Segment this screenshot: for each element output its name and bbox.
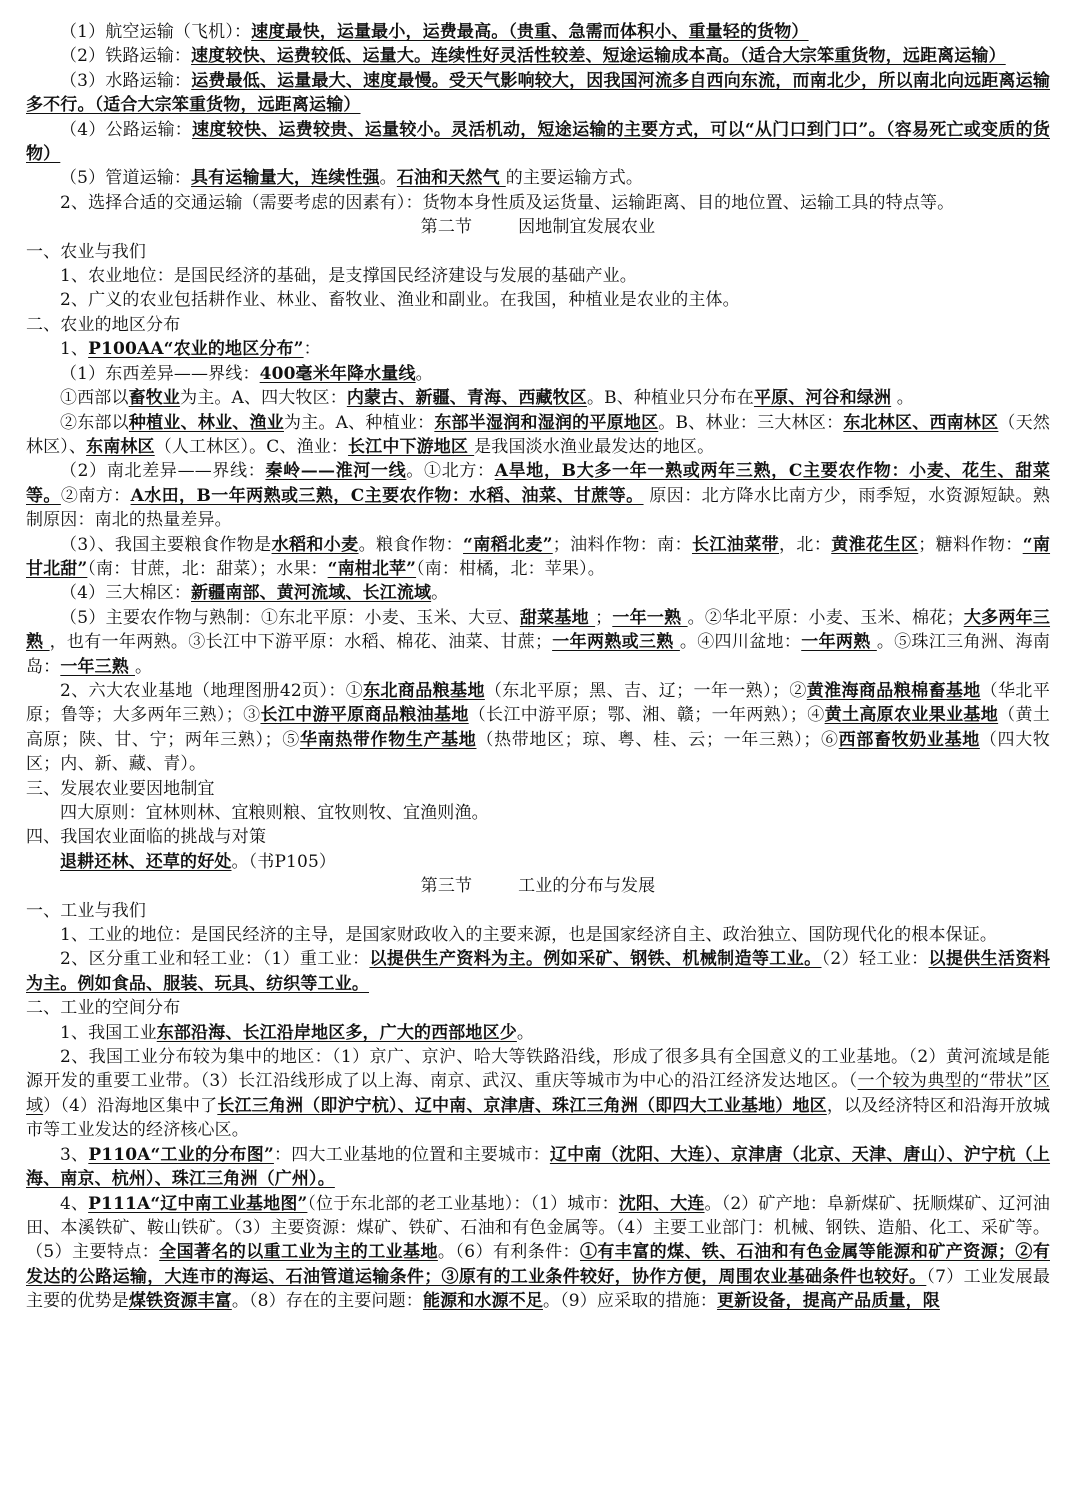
text-run: （5）主要农作物与熟制：①东北平原：小麦、玉米、大豆、: [60, 607, 520, 628]
outline-heading: [26, 996, 1050, 1020]
text-run: 是我国淡水渔业最发达的地区。: [474, 436, 715, 457]
key-point-text: 一年一熟: [612, 607, 688, 628]
paragraph: [26, 581, 1050, 605]
text-run: 。B、林业：三大林区：: [658, 412, 844, 433]
key-point-text: 内蒙古、新疆、青海、西藏牧区: [346, 388, 587, 409]
key-point-text: 速度较快、运费较贵、运量较小。灵活机动，短途运输的主要方式，可以“从门口到门口”。（容易死亡或变质的货物）: [26, 119, 1050, 165]
text-run: 原因：北方降水比南方少，雨季短，水资源短缺。熟制原因：南北的热量差异。: [26, 485, 1050, 531]
text-run: ②南方：: [60, 485, 131, 506]
text-run: 2、我国工业分布较为集中的地区：（1）京广、京沪、哈大等铁路沿线，形成了很多具有全国意义的工业基地。（2）黄河流域是能源开发的重要工业带。（3）长江沿线形成了以上海、南京、武汉、重庆等城市为中心的沿江经济发达地区。（: [26, 1047, 1050, 1092]
text-run: （2）轻工业：: [821, 949, 929, 970]
key-point-text: 黄土高原农业果业基地: [824, 705, 999, 726]
text-run: 为主。A、种植业：: [283, 412, 435, 433]
section-heading: [26, 215, 1050, 239]
paragraph: [26, 606, 1050, 679]
text-run: （5）管道运输：: [60, 168, 192, 189]
text-run: 。: [891, 388, 914, 409]
text-run: 4、: [60, 1193, 89, 1214]
text-run: （南：甘蔗，北：甜菜）；水果：: [87, 558, 328, 579]
text-run: 一、工业与我们: [26, 900, 147, 921]
text-run: （1）航空运输（飞机）：: [60, 22, 252, 42]
key-point-text: 东部半湿润和湿润的平原地区: [434, 412, 659, 433]
paragraph: [26, 1143, 1050, 1192]
text-run: 三、发展农业要因地制宜: [26, 778, 215, 799]
text-run: （7）工业发展最主要的优势是: [26, 1266, 1050, 1312]
key-point-text: ①有丰富的煤、铁、石油和有色金属等能源和矿产资源；②有发达的公路运输，大连市的海运、石油管道运输条件；③原有的工业条件较好，协作方便，周围农业基础条件也较好。: [26, 1242, 1050, 1287]
text-run: （4）公路运输：: [60, 119, 193, 140]
text-run: （南：柑橘，北：苹果）。: [416, 558, 605, 579]
section-title: 因地制宜发展农业: [518, 217, 656, 238]
text-run: 的主要运输方式。: [505, 168, 643, 189]
paragraph: [26, 679, 1050, 777]
key-point-text: “南稻北麦”: [463, 534, 553, 555]
outline-heading: [26, 825, 1050, 849]
key-point-text: 长江中下游地区: [348, 436, 475, 457]
paragraph: [26, 44, 1050, 68]
paragraph: [26, 1192, 1050, 1314]
key-point-text: 甜菜基地: [519, 607, 596, 628]
key-point-text: 长江中游平原商品粮油基地: [260, 705, 469, 726]
text-run: 。B、种植业只分布在: [586, 388, 754, 409]
paragraph: [26, 166, 1050, 190]
text-run: （长江中游平原；鄂、湘、赣；一年两熟）；④: [468, 705, 825, 726]
key-point-text: 大多两年三熟: [26, 607, 1051, 653]
key-point-text: 一年三熟: [60, 656, 135, 677]
text-run: 。（2）矿产地：阜新煤矿、抚顺煤矿、辽河油田、本溪铁矿、鞍山铁矿。（3）主要资源：煤矿、铁矿、石油和有色金属等。（4）主要工业部门：机械、钢铁、造船、化工、采矿等。（5）主要特点：: [26, 1193, 1051, 1263]
key-point-text: 畜牧业: [128, 388, 181, 409]
key-point-text: 一个较为典型的“带状”区域: [26, 1071, 1050, 1116]
text-run: 2、广义的农业包括耕作业、林业、畜牧业、渔业和副业。在我国，种植业是农业的主体。: [60, 290, 740, 311]
key-point-text: “南柑北苹”: [327, 558, 417, 579]
text-run: 。: [379, 168, 397, 189]
text-run: 。: [431, 583, 449, 604]
paragraph: [26, 1045, 1050, 1143]
text-run: 为主。A、四大牧区：: [180, 388, 347, 409]
key-point-text: P100AA“农业的地区分布”: [88, 339, 304, 360]
key-point-text: 辽中南（沈阳、大连）、京津唐（北京、天津、唐山）、沪宁杭（上海、南京、杭州）、珠江三角洲（广州）。: [26, 1144, 1051, 1190]
text-run: 。: [415, 363, 433, 384]
text-run: ：: [303, 339, 321, 360]
outline-heading: [26, 899, 1050, 923]
key-point-text: 西部畜牧奶业基地: [838, 729, 980, 750]
paragraph: [26, 850, 1050, 874]
text-run: ：四大工业基地的位置和主要城市：: [273, 1144, 550, 1165]
paragraph: [26, 191, 1050, 215]
text-run: 。: [516, 1022, 535, 1043]
section-title: 工业的分布与发展: [518, 876, 656, 897]
key-point-text: 长江油菜带: [691, 534, 780, 555]
key-point-text: 退耕还林、还草的好处: [60, 851, 232, 872]
paragraph: [26, 923, 1050, 947]
section-number: 第二节: [420, 217, 473, 238]
paragraph: [26, 459, 1050, 532]
paragraph: [26, 411, 1050, 460]
key-point-text: “南甘北甜”: [26, 534, 1051, 579]
text-run: 。（书P105）: [231, 851, 337, 872]
paragraph: [26, 264, 1050, 288]
text-run: （人工林区）。C、渔业：: [154, 436, 349, 457]
text-run: （热带地区；琼、粤、桂、云；一年三熟）；⑥: [476, 729, 839, 750]
text-run: 1、: [60, 339, 89, 360]
key-point-text: 具有运输量大，连续性强: [191, 168, 380, 189]
text-run: 1、工业的地位：是国民经济的主导，是国家财政收入的主要来源，也是国家经济自主、政治独立、国防现代化的根本保证。: [60, 925, 998, 946]
key-point-text: P110A“工业的分布图”: [88, 1144, 274, 1165]
text-run: 3、: [60, 1144, 89, 1165]
key-point-text: 东部沿海、长江沿岸地区多，广大的西部地区少: [156, 1022, 517, 1043]
text-run: ②东部以: [60, 412, 129, 433]
text-run: （华北平原；鲁等；大多两年三熟）；③: [26, 680, 1050, 726]
text-run: （黄土高原；陕、甘、宁；两年三熟）；⑤: [26, 705, 1050, 750]
text-run: 。①北方：: [406, 461, 495, 482]
text-run: （天然林区）、: [26, 412, 1050, 457]
key-point-text: 平原、河谷和绿洲: [753, 388, 892, 409]
key-point-text: 全国著名的以重工业为主的工业基地: [159, 1242, 438, 1263]
outline-heading: [26, 240, 1050, 264]
key-point-text: 东北林区、西南林区: [843, 412, 999, 433]
text-run: （四大牧区；内、新、藏、青）。: [26, 729, 1050, 775]
text-run: 四大原则：宜林则林、宜粮则粮、宜牧则牧、宜渔则渔。: [60, 803, 489, 823]
key-point-text: 速度较快、运费较低、运量大。连续性好灵活性较差、短途运输成本高。（适合大宗笨重货物，远距离运输）: [191, 46, 1006, 67]
key-point-text: A水田，B一年两熟或三熟，C主要农作物：水稻、油菜、甘蔗等。: [130, 485, 644, 506]
text-run: 。（6）有利条件：: [437, 1242, 580, 1263]
key-point-text: 华南热带作物生产基地: [299, 729, 477, 750]
text-run: 。（9）应采取的措施：: [543, 1291, 717, 1312]
text-run: ①西部以: [60, 388, 129, 409]
text-run: 2、六大农业基地（地理图册42页）：①: [60, 680, 364, 701]
key-point-text: 东北商品粮基地: [363, 680, 485, 701]
key-point-text: 新疆南部、黄河流域、长江流域: [191, 583, 432, 604]
key-point-text: 种植业、林业、渔业: [128, 412, 284, 433]
paragraph: [26, 1021, 1050, 1045]
text-run: ，也有一年两熟。③长江中下游平原：水稻、棉花、油菜、甘蔗；: [49, 632, 553, 653]
text-run: 。④四川盆地：: [679, 632, 802, 653]
key-point-text: 以提供生产资料为主。例如采矿、钢铁、机械制造等工业。: [369, 949, 822, 970]
key-point-text: 煤铁资源丰富: [128, 1291, 232, 1312]
paragraph: [26, 947, 1050, 996]
text-run: ；油料作物：南：: [552, 534, 692, 555]
paragraph: [26, 801, 1050, 825]
key-point-text: 石油和天然气: [396, 168, 506, 189]
text-run: 。②华北平原：小麦、玉米、棉花；: [687, 607, 964, 628]
key-point-text: 能源和水源不足: [422, 1291, 543, 1312]
text-run: （1）东西差异——界线：: [60, 363, 260, 384]
text-run: （东北平原；黑、吉、辽；一年一熟）；②: [484, 680, 807, 701]
text-run: ，北：: [779, 534, 832, 555]
text-run: （2）铁路运输：: [60, 46, 192, 67]
text-run: （2）南北差异——界线：: [60, 461, 266, 482]
text-run: （3）、我国主要粮食作物是: [60, 534, 272, 555]
text-run: 。⑤珠江三角洲、海南岛：: [26, 632, 1050, 677]
paragraph: [26, 386, 1050, 410]
text-run: 四、我国农业面临的挑战与对策: [26, 827, 267, 848]
key-point-text: 以提供生活资料为主。例如食品、服装、玩具、纺织等工业。: [26, 949, 1050, 994]
key-point-text: 秦岭——淮河一线: [265, 461, 407, 482]
text-run: ）（4）沿海地区集中了: [43, 1095, 218, 1116]
key-point-text: 黄淮花生区: [831, 534, 919, 555]
outline-heading: [26, 313, 1050, 337]
text-run: 。粮食作物：: [358, 534, 464, 555]
paragraph: [26, 337, 1050, 361]
text-run: ，以及经济特区和沿海开放城市等工业发达的经济核心区。: [26, 1095, 1050, 1141]
outline-heading: [26, 777, 1050, 801]
section-number: 第三节: [420, 876, 473, 897]
key-point-text: 一年两熟: [801, 632, 877, 653]
paragraph: [26, 362, 1050, 386]
paragraph: [26, 533, 1050, 582]
key-point-text: 400毫米年降水量线: [259, 363, 416, 384]
key-point-text: 长江三角洲（即沪宁杭）、辽中南、京津唐、珠江三角洲（即四大工业基地）地区: [217, 1095, 827, 1116]
key-point-text: A旱地，B大多一年一熟或两年三熟，C主要农作物：小麦、花生、甜菜等。: [26, 461, 1051, 506]
text-run: 二、农业的地区分布: [26, 314, 181, 335]
text-run: ；糖料作物：: [918, 534, 1023, 555]
key-point-text: 一年两熟或三熟: [552, 632, 680, 653]
text-run: 1、农业地位：是国民经济的基础，是支撑国民经济建设与发展的基础产业。: [60, 266, 637, 287]
text-run: （位于东北部的老工业基地）：（1）城市：: [307, 1193, 619, 1214]
paragraph: [26, 69, 1050, 118]
key-point-text: 速度最快，运量最小，运费最高。（贵重、急需而体积小、重量轻的货物）: [251, 22, 809, 42]
text-run: 一、农业与我们: [26, 241, 147, 262]
text-run: （4）三大棉区：: [60, 583, 192, 604]
text-run: 1、我国工业: [60, 1022, 157, 1043]
section-heading: [26, 874, 1050, 898]
key-point-text: 水稻和小麦: [271, 534, 359, 555]
key-point-text: 运费最低、运量最大、速度最慢。受天气影响较大，因我国河流多自西向东流，而南北少，所以南北向远距离运输多不行。（适合大宗笨重货物，远距离运输）: [26, 70, 1051, 116]
text-run: 。: [134, 656, 153, 677]
text-run: （3）水路运输：: [60, 70, 192, 91]
paragraph: [26, 20, 1050, 44]
key-point-text: 更新设备，提高产品质量，限: [716, 1291, 940, 1312]
text-run: 2、区分重工业和轻工业：（1）重工业：: [60, 949, 370, 970]
text-run: ；: [595, 607, 613, 628]
key-point-text: P111A“辽中南工业基地图”: [88, 1193, 308, 1214]
text-run: 。（8）存在的主要问题：: [231, 1291, 423, 1312]
paragraph: [26, 118, 1050, 167]
text-run: 2、选择合适的交通运输（需要考虑的因素有）：货物本身性质及运货量、运输距离、目的地位置、运输工具的特点等。: [60, 192, 955, 213]
key-point-text: 黄淮海商品粮棉畜基地: [806, 680, 981, 701]
key-point-text: 沈阳、大连: [618, 1193, 705, 1214]
text-run: 二、工业的空间分布: [26, 998, 181, 1019]
key-point-text: 东南林区: [86, 436, 155, 457]
paragraph: [26, 288, 1050, 312]
